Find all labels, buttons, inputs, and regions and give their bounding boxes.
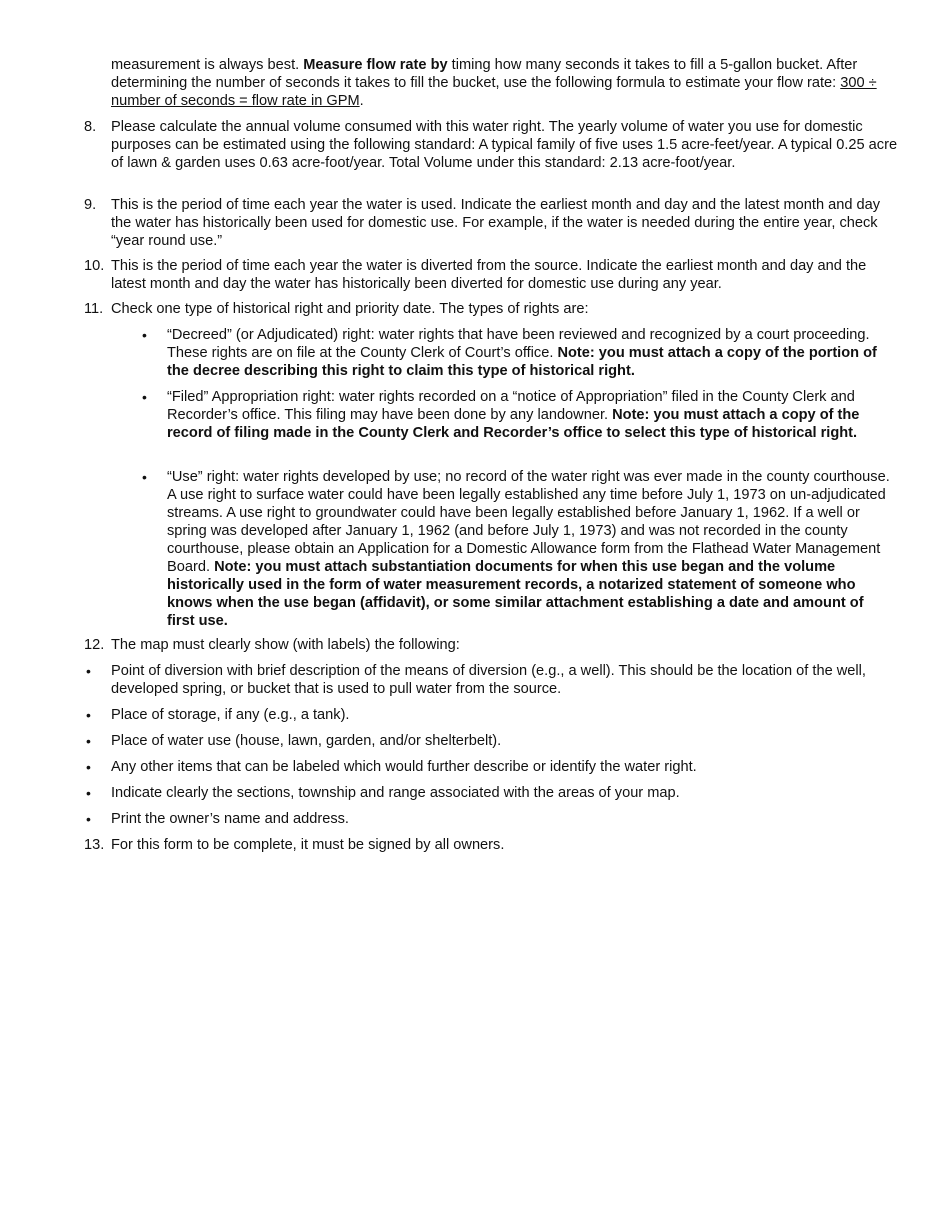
item-11-text: Check one type of historical right and priority date. The types of rights are: (111, 301, 589, 317)
map-requirement-text: Any other items that can be labeled which would further describe or identify the water right. (111, 759, 697, 775)
item-12-text: The map must clearly show (with labels) the following: (111, 637, 460, 653)
map-requirement-text: Print the owner’s name and address. (111, 811, 349, 827)
bullet-icon: • (86, 663, 91, 679)
item-8-text: Please calculate the annual volume consumed with this water right. The yearly volume of water you use for domestic purposes can be estimated using the following standard: A typical family of five uses 1.5 acre-feet/year. A typical 0.25 acre of lawn & garden uses 0.63 acre-foot/year. Total Volume under this standard: 2.13 acre-foot/year. (111, 119, 898, 171)
item-number: 10. (84, 258, 105, 274)
item-10-text: This is the period of time each year the water is diverted from the source. Indicate the earliest month and day and the latest month and day the water has historically been diverted for domestic use during any year. (111, 258, 867, 292)
right-type-note: Note: you must attach substantiation documents for when this use began and the volume historically used in the form of water measurement records, a notarized statement of someone who knows when the use began (affidavit), or some similar attachment establishing a date and amount of first use. (167, 559, 864, 629)
bullet-icon: • (86, 733, 91, 749)
item-9-text: This is the period of time each year the water is used. Indicate the earliest month and day and the latest month and day the water has historically been used for domestic use. For example, if the water is needed during the entire year, check “year round use.” (111, 197, 881, 249)
bullet-icon: • (142, 389, 147, 405)
right-type-text (167, 468, 895, 630)
item-number: 9. (84, 197, 97, 213)
flow-rate-formula: 300 ÷ number of seconds = flow rate in GPM (111, 75, 877, 109)
right-type-text (167, 388, 895, 442)
item-number: 13. (84, 837, 105, 853)
item-number: 11. (84, 301, 104, 317)
map-requirement-text: Place of storage, if any (e.g., a tank). (111, 707, 350, 723)
item-7-end: . (359, 93, 364, 109)
right-type-description: “Decreed” (or Adjudicated) right: water rights that have been reviewed and recognized by a court proceeding. These rights are on file at the County Clerk of Court’s office. (167, 327, 870, 361)
bullet-icon: • (86, 707, 91, 723)
bullet-icon: • (86, 811, 91, 827)
right-type-text (167, 326, 892, 380)
right-type-note: Note: you must attach a copy of the record of filing made in the County Clerk and Recorder’s office to select this type of historical right. (167, 407, 860, 441)
map-requirement-text: Place of water use (house, lawn, garden, and/or shelterbelt). (111, 733, 502, 749)
item-7-bold: Measure flow rate by (303, 57, 448, 73)
map-requirement-text: Point of diversion with brief description of the means of diversion (e.g., a well). This should be the location of the well, developed spring, or bucket that is used to pull water from the source. (111, 663, 866, 697)
right-type-description: “Use” right: water rights developed by use; no record of the water right was ever made in the county courthouse. A use right to surface water could have been legally established any time before July 1, 1973 on un-adjudicated streams. A use right to groundwater could have been legally established before January 1, 1962. If a well or spring was developed after January 1, 1962 (and before July 1, 1973) and was not recorded in the county courthouse, please obtain an Application for a Domestic Allowance form from the Flathead Water Management Board. (167, 469, 890, 575)
bullet-icon: • (142, 469, 147, 485)
item-7-continuation (111, 56, 901, 110)
map-requirement-text: Indicate clearly the sections, township and range associated with the areas of your map. (111, 785, 680, 801)
item-7-mid: timing how many seconds it takes to fill a 5-gallon bucket. After determining the number of seconds it takes to fill the bucket, use the following formula to estimate your flow rate: (111, 57, 858, 91)
item-7-lead: measurement is always best. (111, 57, 304, 73)
bullet-icon: • (142, 327, 147, 343)
item-13-text: For this form to be complete, it must be signed by all owners. (111, 837, 505, 853)
bullet-icon: • (86, 759, 91, 775)
right-type-description: “Filed” Appropriation right: water rights recorded on a “notice of Appropriation” filed in the County Clerk and Recorder’s office. This filing may have been done by any landowner. (167, 389, 855, 423)
item-number: 12. (84, 637, 105, 653)
bullet-icon: • (86, 785, 91, 801)
item-number: 8. (84, 119, 97, 135)
right-type-note: Note: you must attach a copy of the portion of the decree describing this right to claim this type of historical right. (167, 345, 877, 379)
